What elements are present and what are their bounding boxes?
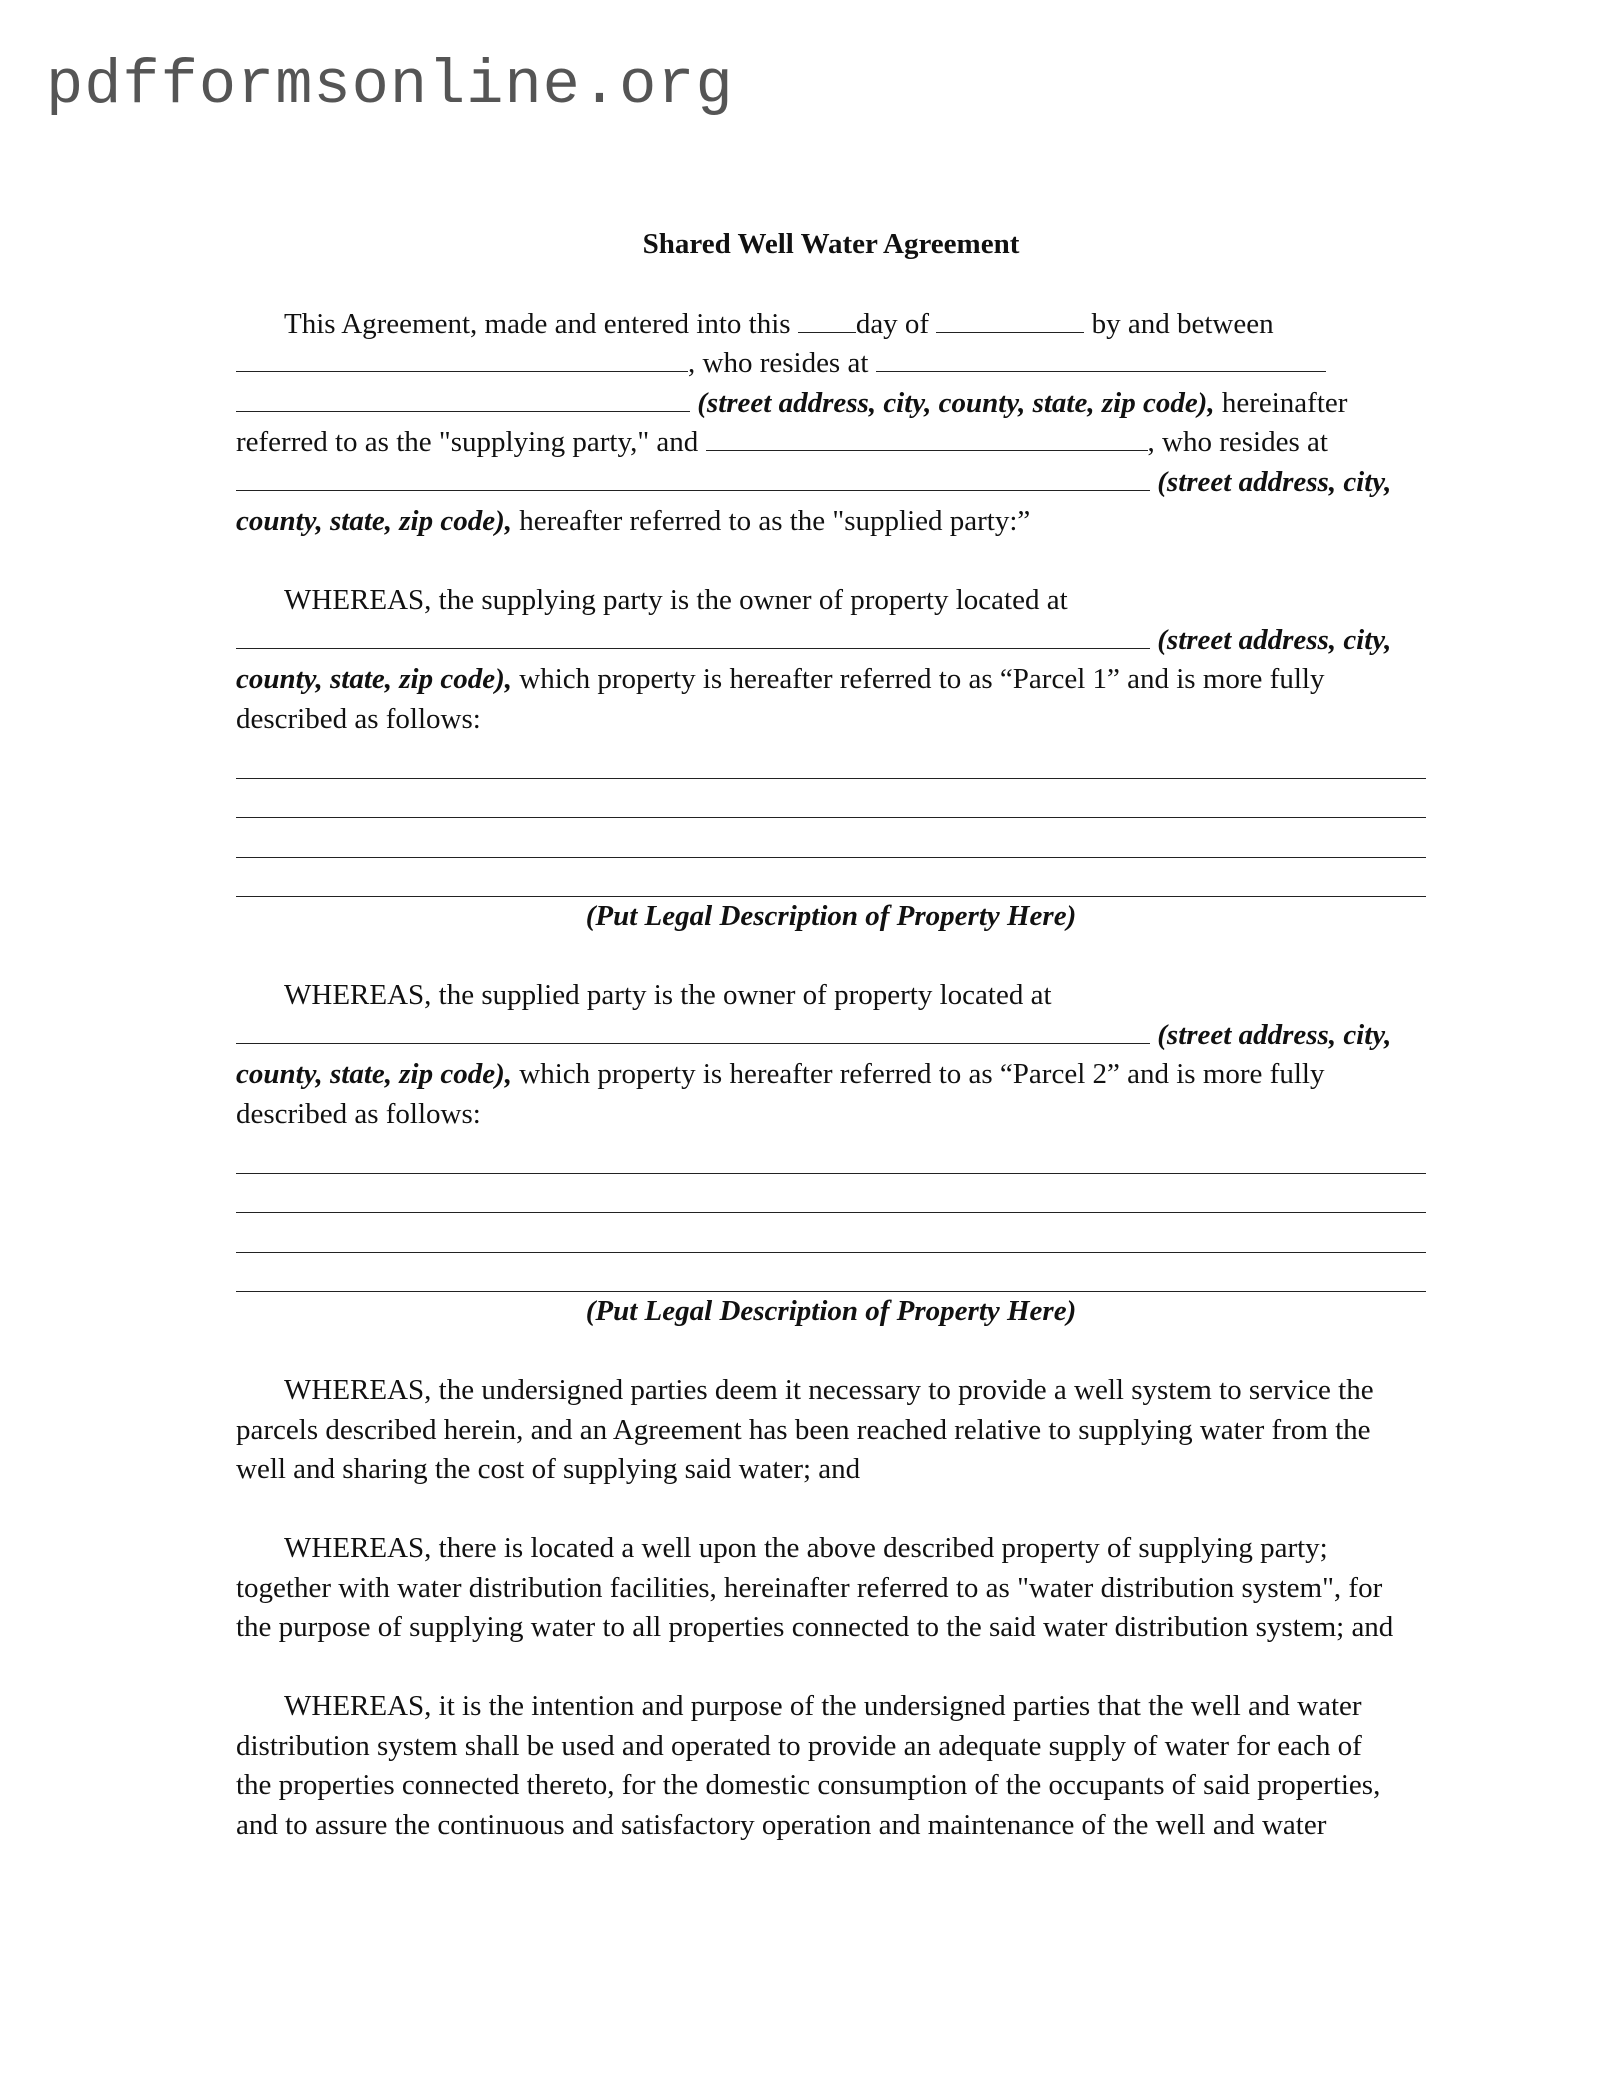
intro-text: , who resides at (688, 347, 869, 379)
whereas-text: WHEREAS, it is the intention and purpose of the undersigned parties that the well and water (284, 1690, 1362, 1722)
document-title: Shared Well Water Agreement (642, 228, 1020, 260)
intro-text: This Agreement, made and entered into this (284, 307, 791, 340)
address-hint: county, state, zip code), (236, 663, 512, 695)
whereas-3-line-1 (236, 1687, 1426, 1727)
parcel-text: WHEREAS, the supplied party is the owner of property located at (284, 979, 1052, 1011)
whereas-text: the properties connected thereto, for the domestic consumption of the occupants of said properties, (236, 1769, 1381, 1801)
whereas-text: the purpose of supplying water to all properties connected to the said water distribution system; and (236, 1611, 1394, 1643)
parcel-2-paragraph (236, 976, 1426, 1332)
intro-line-6 (236, 502, 1426, 542)
parcel-1-line-3 (236, 660, 1426, 700)
legal-description-caption: (Put Legal Description of Property Here) (585, 900, 1077, 932)
supplying-party-address-field[interactable] (876, 344, 1326, 372)
whereas-text: well and sharing the cost of supplying said water; and (236, 1453, 861, 1485)
site-watermark: pdfformsonline.org (46, 50, 734, 121)
parcel-2-description-line[interactable] (236, 1253, 1426, 1293)
intro-paragraph (236, 305, 1426, 542)
address-hint: (street address, city, county, state, zip code), (697, 386, 1215, 419)
whereas-1-line-1 (236, 1371, 1426, 1411)
address-hint: (street address, city, (1157, 623, 1392, 656)
supplying-party-address-field-2[interactable] (236, 384, 690, 412)
address-hint: county, state, zip code), (236, 1058, 512, 1090)
intro-text: by and between (1091, 307, 1274, 340)
parcel-1-line-2 (236, 621, 1426, 661)
parcel-2-line-1 (236, 976, 1426, 1016)
address-hint: (street address, city, (1157, 465, 1392, 498)
parcel-text: described as follows: (236, 1097, 481, 1130)
supplying-party-name-field[interactable] (236, 344, 688, 372)
parcel-2-address-field[interactable] (236, 1016, 1150, 1044)
intro-line-2 (236, 344, 1426, 384)
parcel-text: which property is hereafter referred to as “Parcel 2” and is more fully (519, 1058, 1325, 1090)
intro-text: hereinafter (1221, 386, 1348, 419)
intro-line-5 (236, 463, 1426, 503)
whereas-2-line-1 (236, 1529, 1426, 1569)
intro-line-3 (236, 384, 1426, 424)
parcel-1-paragraph (236, 581, 1426, 937)
parcel-text: described as follows: (236, 702, 481, 735)
legal-description-caption: (Put Legal Description of Property Here) (585, 1295, 1077, 1327)
supplied-party-name-field[interactable] (706, 423, 1148, 451)
parcel-1-line-1 (236, 581, 1426, 621)
whereas-paragraph-1 (236, 1371, 1426, 1490)
parcel-2-description-line[interactable] (236, 1213, 1426, 1253)
intro-text: day of (855, 307, 930, 340)
intro-text: referred to as the "supplying party," and (236, 426, 699, 458)
month-field[interactable] (936, 305, 1084, 333)
address-hint: county, state, zip code), (236, 505, 512, 537)
parcel-2-line-3 (236, 1055, 1426, 1095)
intro-text: , who resides at (1147, 426, 1328, 458)
intro-line-1 (236, 305, 1426, 345)
address-hint: (street address, city, (1157, 1018, 1392, 1051)
parcel-1-description-line[interactable] (236, 739, 1426, 779)
intro-line-4 (236, 423, 1426, 463)
parcel-text: which property is hereafter referred to as “Parcel 1” and is more fully (519, 663, 1325, 695)
parcel-2-description-line[interactable] (236, 1134, 1426, 1174)
whereas-text: and to assure the continuous and satisfactory operation and maintenance of the well and water (236, 1808, 1327, 1841)
parcel-1-description-line[interactable] (236, 818, 1426, 858)
whereas-paragraph-3 (236, 1687, 1426, 1845)
whereas-text: distribution system shall be used and operated to provide an adequate supply of water for each of (236, 1729, 1362, 1762)
parcel-2-description-line[interactable] (236, 1174, 1426, 1214)
parcel-text: WHEREAS, the supplying party is the owner of property located at (284, 584, 1068, 616)
parcel-1-address-field[interactable] (236, 621, 1150, 649)
whereas-text: parcels described herein, and an Agreement has been reached relative to supplying water from the (236, 1413, 1371, 1446)
agreement-document (236, 225, 1426, 1885)
whereas-paragraph-2 (236, 1529, 1426, 1648)
intro-text: hereafter referred to as the "supplied party:” (519, 505, 1031, 537)
whereas-text: together with water distribution facilities, hereinafter referred to as "water distribution system", for (236, 1571, 1383, 1604)
parcel-1-description-line[interactable] (236, 779, 1426, 819)
day-field[interactable] (798, 305, 856, 333)
whereas-text: WHEREAS, there is located a well upon the above described property of supplying party; (284, 1532, 1328, 1564)
parcel-2-line-2 (236, 1016, 1426, 1056)
parcel-1-description-line[interactable] (236, 858, 1426, 898)
supplied-party-address-field[interactable] (236, 463, 1150, 491)
whereas-text: WHEREAS, the undersigned parties deem it necessary to provide a well system to service the (284, 1374, 1374, 1406)
